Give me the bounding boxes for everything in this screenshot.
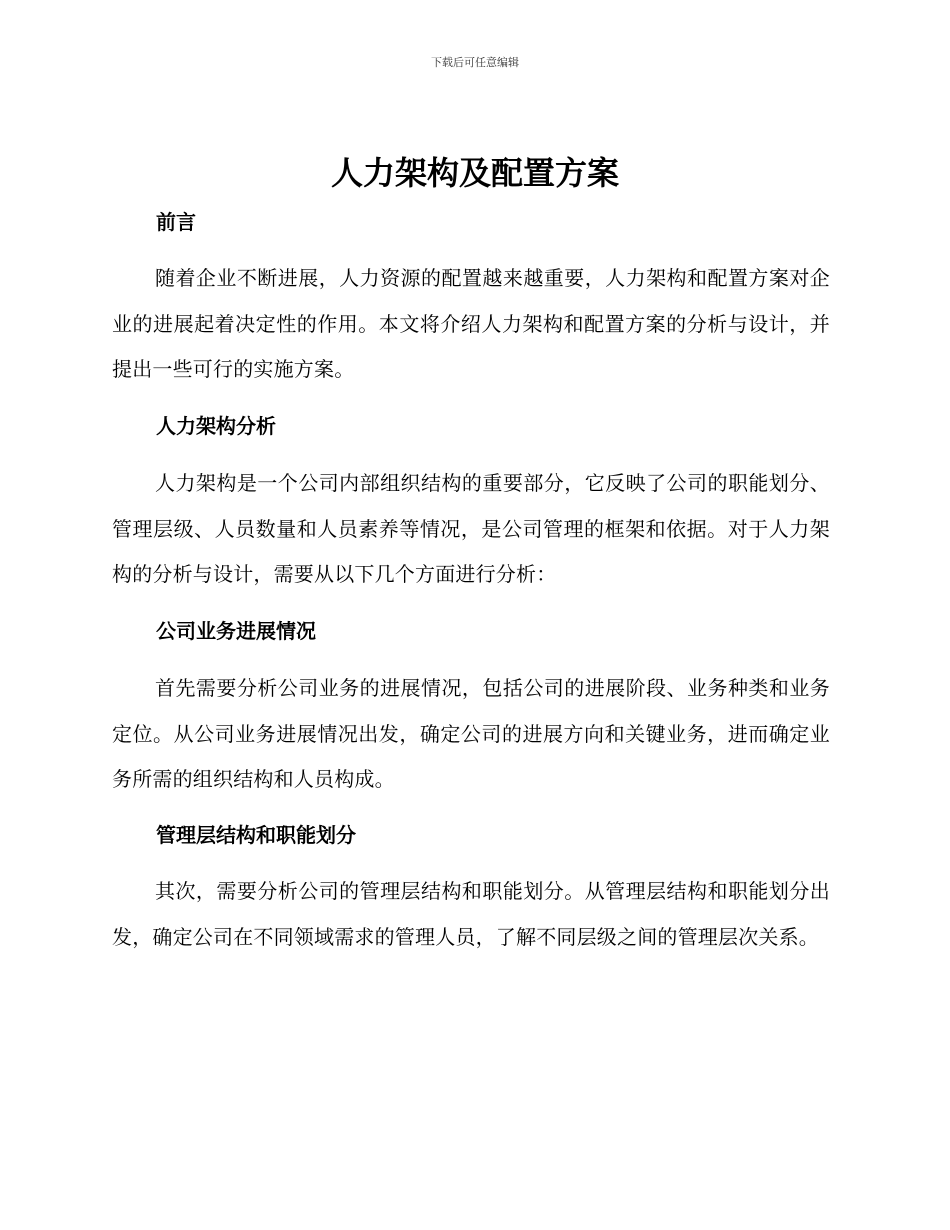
section-heading-management-structure: 管理层结构和职能划分 [156,823,356,847]
section-body-preface: 随着企业不断进展，人力资源的配置越来越重要，人力架构和配置方案对企业的进展起着决定性的作用。本文将介绍人力架构和配置方案的分析与设计，并提出一些可行的实施方案。 [112,266,830,381]
section-body-hr-structure-analysis: 人力架构是一个公司内部组织结构的重要部分，它反映了公司的职能划分、管理层级、人员数量和人员素养等情况，是公司管理的框架和依据。对于人力架构的分析与设计，需要从以下几个方面进行分析： [112,471,830,586]
section-heading-preface: 前言 [156,210,196,234]
section-heading-business-progress: 公司业务进展情况 [156,619,316,643]
document-title: 人力架构及配置方案 [330,154,619,192]
section-body-business-progress: 首先需要分析公司业务的进展情况，包括公司的进展阶段、业务种类和业务定位。从公司业务进展情况出发，确定公司的进展方向和关键业务，进而确定业务所需的组织结构和人员构成。 [112,676,830,791]
running-header: 下载后可任意编辑 [431,56,519,69]
section-heading-hr-structure-analysis: 人力架构分析 [156,414,276,438]
section-body-management-structure: 其次，需要分析公司的管理层结构和职能划分。从管理层结构和职能划分出发，确定公司在不同领域需求的管理人员，了解不同层级之间的管理层次关系。 [112,879,830,949]
